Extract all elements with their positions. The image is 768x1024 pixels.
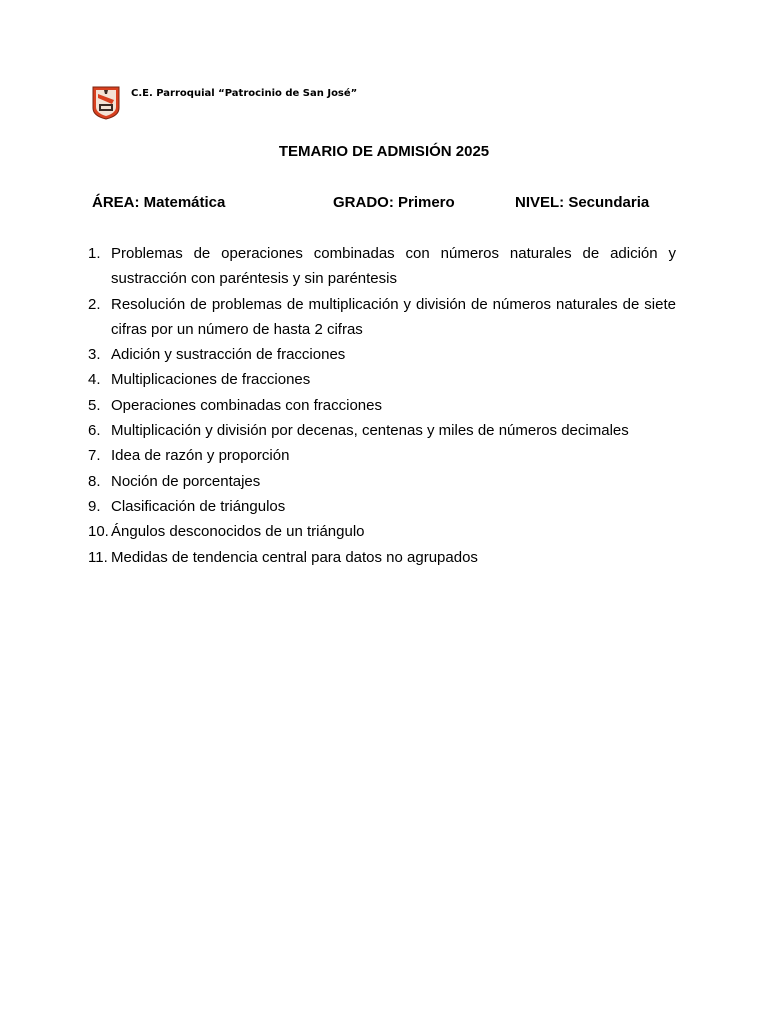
topic-number: 7. [88, 447, 101, 465]
list-item [88, 241, 676, 292]
topic-text: Noción de porcentajes [111, 472, 261, 490]
topic-number: 1. [88, 245, 101, 262]
topic-text: Multiplicaciones de fracciones [111, 371, 311, 389]
list-item [88, 418, 676, 443]
list-item [88, 469, 676, 494]
topic-text: Ángulos desconocidos de un triángulo [111, 523, 365, 541]
topic-number: 4. [88, 371, 101, 389]
topic-text: Idea de razón y proporción [111, 447, 290, 465]
topic-number: 2. [88, 295, 101, 313]
topic-text: Operaciones combinadas con fracciones [111, 396, 382, 414]
list-item [88, 545, 676, 570]
topic-number: 6. [88, 422, 101, 440]
list-item [88, 367, 676, 392]
school-crest-logo [92, 86, 120, 120]
list-item [88, 494, 676, 519]
document-title: TEMARIO DE ADMISIÓN 2025 [278, 143, 490, 160]
topic-number: 3. [88, 346, 101, 364]
topic-text: Adición y sustracción de fracciones [111, 346, 346, 364]
school-name: C.E. Parroquial “Patrocinio de San José” [131, 88, 358, 99]
area-label: ÁREA: Matemática [92, 194, 226, 211]
grade-label: GRADO: Primero [333, 194, 455, 211]
topic-number: 8. [88, 472, 101, 490]
topic-text: Medidas de tendencia central para datos no agrupados [111, 548, 478, 566]
level-label: NIVEL: Secundaria [515, 194, 650, 211]
topic-text: Clasificación de triángulos [111, 497, 286, 515]
topic-number: 5. [88, 396, 101, 414]
topic-text: Multiplicación y división por decenas, centenas y miles de números decimales [111, 422, 629, 440]
topic-text: Resolución de problemas de multiplicación y división de números naturales de siete cifras por un número de hasta 2 cifras [111, 295, 676, 338]
topic-number: 10. [88, 523, 109, 541]
topic-text: Problemas de operaciones combinadas con números naturales de adición y sustracción con paréntesis y sin paréntesis [111, 245, 676, 288]
list-item [88, 393, 676, 418]
list-item [88, 342, 676, 367]
topic-number: 11. [88, 548, 108, 566]
topic-list [88, 241, 676, 570]
topic-number: 9. [88, 497, 101, 515]
list-item [88, 443, 676, 468]
list-item [88, 292, 676, 343]
list-item [88, 519, 676, 544]
